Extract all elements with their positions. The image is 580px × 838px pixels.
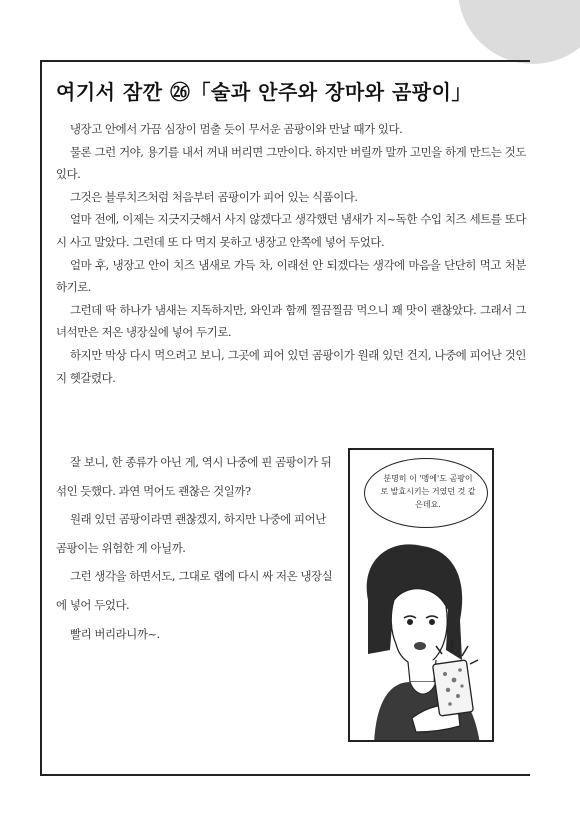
page-title: 여기서 잠깐 ㉖「술과 안주와 장마와 곰팡이」: [56, 80, 472, 104]
speech-bubble-text: 분명히 이 '멩에'도 곰팡이로 발효시키는 거였던 것 같은데요.: [380, 474, 476, 509]
paragraph: 하지만 막상 다시 먹으려고 보니, 그곳에 피어 있던 곰팡이가 원래 있던 건지, 나중에 피어난 것인지 헷갈렸다.: [56, 347, 526, 385]
bottom-rule: [40, 774, 530, 776]
body-text: [56, 118, 526, 389]
paragraph: 그런 생각을 하면서도, 그대로 랩에 다시 싸 저온 냉장실에 넣어 두었다.: [56, 569, 333, 612]
paragraph: 원래 있던 곰팡이라면 괜찮겠지, 하지만 나중에 피어난 곰팡이는 위험한 게 아닐까.: [56, 512, 326, 555]
corner-decoration: [458, 0, 580, 64]
paragraph: 얼마 후, 냉장고 안이 치즈 냄새로 가득 차, 이래선 안 되겠다는 생각에 마음을 단단히 먹고 처분하기로.: [56, 257, 526, 295]
paragraph: 냉장고 안에서 가끔 심장이 멈출 듯이 무서운 곰팡이와 만날 때가 있다.: [70, 122, 403, 136]
comic-illustration: [348, 448, 494, 742]
paragraph: 그런데 딱 하나가 냄새는 지독하지만, 와인과 함께 찔끔찔끔 먹으니 꽤 맛이 괜찮았다. 그래서 그 녀석만은 저온 냉장실에 넣어 두기로.: [56, 302, 526, 340]
paragraph: 빨리 버리라니까~.: [70, 626, 160, 641]
paragraph: 잘 보니, 한 종류가 아닌 게, 역시 나중에 핀 곰팡이가 뒤섞인 듯했다. 과연 먹어도 괜찮은 것일까?: [56, 455, 332, 498]
body-text-narrow: [56, 448, 334, 648]
paragraph: 물론 그런 거야, 용기를 내서 꺼내 버리면 그만이다. 하지만 버릴까 말까 고민을 하게 만드는 것도 있다.: [56, 144, 526, 182]
paragraph: 얼마 전에, 이제는 지긋지긋해서 사지 않겠다고 생각했던 냄새가 지~독한 수입 치즈 세트를 또다시 사고 말았다. 그런데 또 다 먹지 못하고 냉장고 안쪽에 넣어 두었다.: [56, 212, 526, 249]
paragraph: 그것은 블루치즈처럼 처음부터 곰팡이가 피어 있는 식품이다.: [70, 189, 358, 204]
